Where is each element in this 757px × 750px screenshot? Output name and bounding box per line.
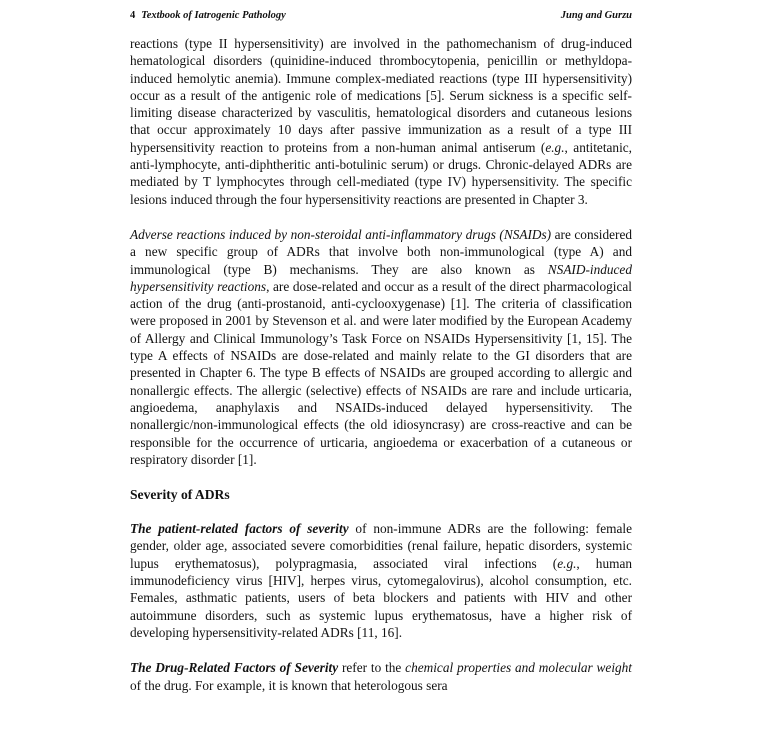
paragraph-1-text-after: , antitetanic, anti-lymphocyte, anti-diphtheritic anti-botulinic serum) or drugs. Chronic-delayed ADRs are mediated by T lymphocytes through cell-mediated (type IV) hypersensitivity. The specific lesions induced through the four hypersensitivity reactions are presented in Chapter 3.: [130, 139, 633, 207]
paragraph-4: [130, 659, 632, 694]
paragraph-3-eg: e.g.: [557, 555, 577, 571]
paragraph-3-text-1: of non-immune ADRs are the following: female gender, older age, associated severe comorbidities (renal failure, hepatic disorders, systemic lupus erythematosus), polypragmasia, associated viral infections (: [130, 521, 632, 571]
paragraph-2-text-1: are considered a new specific group of ADRs that involve both non-immunological (type A) and immunological (type B) mechanisms. They are also known as: [130, 226, 632, 277]
page-body: [130, 35, 632, 712]
paragraph-1: [130, 35, 632, 208]
paragraph-2-lead: Adverse reactions induced by non-steroidal anti-inflammatory drugs (NSAIDs): [130, 226, 552, 242]
paragraph-4-text-1: refer to the: [338, 660, 406, 676]
paragraph-2-text-2: , are dose-related and occur as a result of the direct pharmacological action of the drug (anti-prostanoid, anti-cyclooxygenase) [1]. The criteria of classification were proposed in 2001 by Stevenson et al. and were later modified by the European Academy of Allergy and Clinical Immunology’s Task Force on NSAIDs Hypersensitivity [1, 15]. The type A effects of NSAIDs are dose-related and mainly relate to the GI disorders that are presented in Chapter 6. The type B effects of NSAIDs are grouped according to allergic and nonallergic effects. The allergic (selective) effects of NSAIDs are rare and include urticaria, angioedema, anaphylaxis and NSAIDs-induced delayed hypersensitivity. The nonallergic/non-immunological effects (the old idiosyncrasy) are cross-reactive and can be responsible for the occurrence of urticaria, angioedema or exacerbation of a cutaneous or respiratory disorder [1].: [130, 278, 632, 467]
paragraph-4-italic: chemical properties and molecular weight: [405, 660, 632, 676]
paragraph-3-lead: The patient-related factors of severity: [130, 521, 349, 537]
paragraph-3-text-2: , human immunodeficiency virus [HIV], herpes virus, cytomegalovirus), alcohol consumption, etc. Females, asthmatic patients, users of beta blockers and patients with HIV and other autoimmune disorders, such as systemic lupus erythematosus, have a higher risk of developing hypersensitivity-related ADRs [11, 16].: [130, 555, 632, 640]
paragraph-1-text: reactions (type II hypersensitivity) are involved in the pathomechanism of drug-induced hematological disorders (quinidine-induced thrombocytopenia, penicillin or methyldopa-induced hemolytic anemia). Immune complex-mediated reactions (type III hypersensitivity) occur as a result of the antigenic role of medications [5]. Serum sickness is a specific self-limiting disease characterized by vasculitis, hematological disorders and cutaneous lesions that occur approximately 10 days after passive immunization as a result of a type III hypersensitivity reaction to proteins from a non-human animal antiserum (: [130, 36, 632, 155]
paragraph-4-text-2: of the drug. For example, it is known that heterologous sera: [130, 677, 448, 693]
paragraph-3: [130, 520, 632, 641]
paragraph-1-eg: e.g.: [545, 139, 565, 155]
section-heading: Severity of ADRs: [130, 487, 230, 503]
book-title: Textbook of Iatrogenic Pathology: [141, 10, 286, 21]
running-header: [130, 10, 632, 21]
paragraph-4-lead: The Drug-Related Factors of Severity: [130, 660, 339, 676]
header-left: [130, 10, 286, 21]
header-authors: Jung and Gurzu: [560, 10, 632, 21]
paragraph-2-term: NSAID-induced hypersensitivity reactions: [130, 261, 632, 294]
page-number: 4: [130, 10, 136, 21]
paragraph-2: [130, 226, 632, 468]
